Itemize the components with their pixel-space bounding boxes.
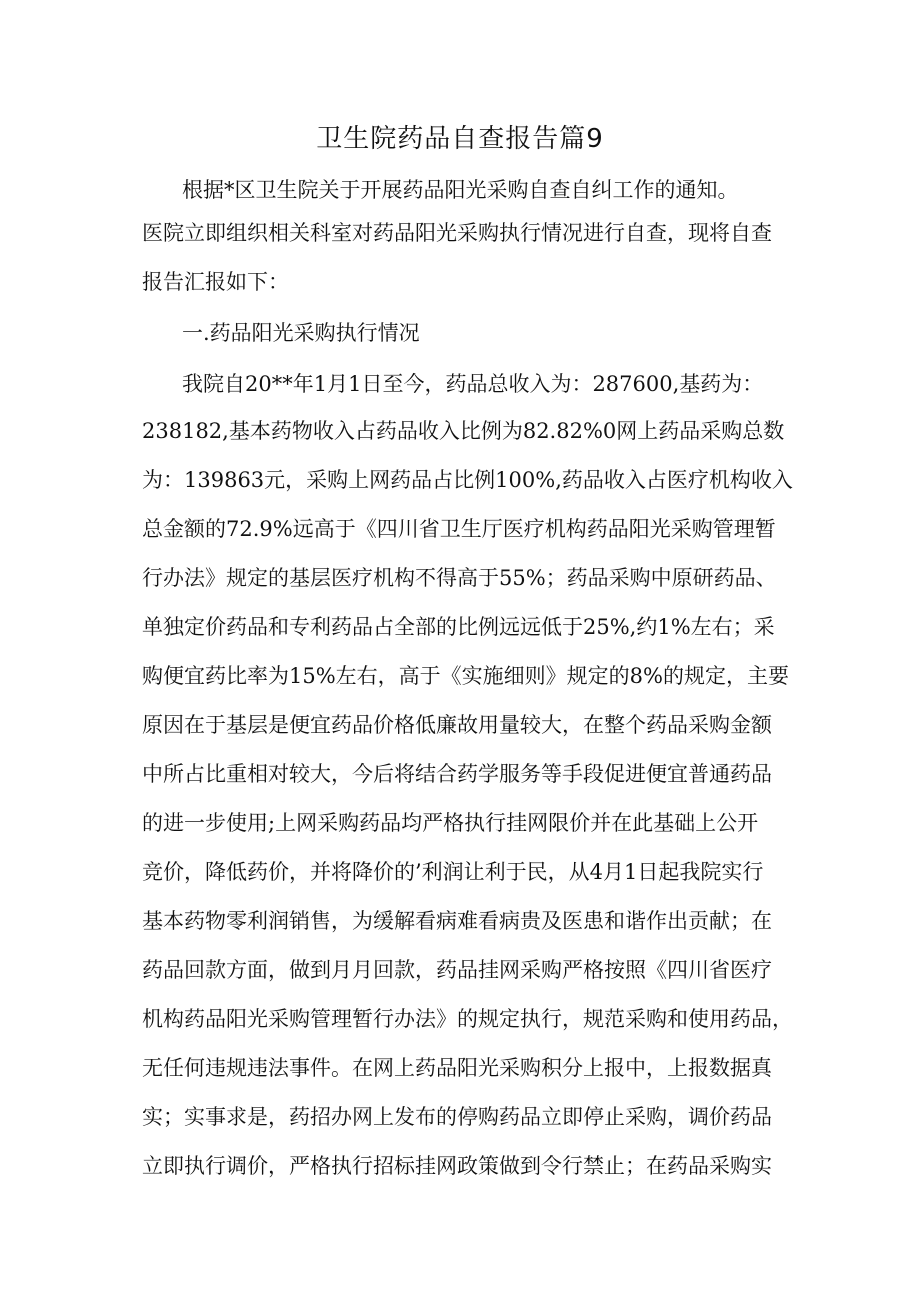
paragraph-line-7: 为：139863元，采购上网药品占比例100%,药品收入占医疗机构收入 (142, 468, 793, 492)
paragraph-line-15: 竞价，降低药价，并将降价的’利润让利于民，从4月1日起我院实行 (142, 860, 764, 884)
paragraph-line-9: 行办法》规定的基层医疗机构不得高于55%；药品采购中原研药品、 (142, 566, 777, 590)
paragraph-line-2: 医院立即组织相关科室对药品阳光采购执行情况进行自查，现将自查 (142, 221, 772, 245)
paragraph-line-13: 中所占比重相对较大，今后将结合药学服务等手段促进便宜普通药品 (142, 762, 772, 786)
paragraph-line-18: 机构药品阳光采购管理暂行办法》的规定执行，规范采购和使用药品， (142, 1007, 793, 1031)
section-heading-1: 一.药品阳光采购执行情况 (182, 321, 420, 345)
paragraph-line-21: 立即执行调价，严格执行招标挂网政策做到令行禁止；在药品采购实 (142, 1154, 772, 1178)
paragraph-line-11: 购便宜药比率为15%左右，高于《实施细则》规定的8%的规定，主要 (142, 664, 789, 688)
paragraph-line-20: 实；实事求是，药招办网上发布的停购药品立即停止采购，调价药品 (142, 1105, 772, 1129)
paragraph-line-1: 根据*区卫生院关于开展药品阳光采购自查自纠工作的通知。 (182, 178, 739, 202)
paragraph-line-14: 的进一步使用;上网采购药品均严格执行挂网限价并在此基础上公开 (142, 811, 759, 835)
paragraph-line-5: 我院自20**年1月1日至今，药品总收入为：287600,基药为： (182, 372, 764, 396)
paragraph-line-12: 原因在于基层是便宜药品价格低廉故用量较大，在整个药品采购金额 (142, 713, 772, 737)
document-title: 卫生院药品自查报告篇9 (316, 124, 604, 154)
paragraph-line-3: 报告汇报如下： (142, 270, 289, 294)
paragraph-line-17: 药品回款方面，做到月月回款，药品挂网采购严格按照《四川省医疗 (142, 958, 772, 982)
paragraph-line-10: 单独定价药品和专利药品占全部的比例远远低于25%,约1%左右；采 (142, 615, 775, 639)
paragraph-line-8: 总金额的72.9%远高于《四川省卫生厅医疗机构药品阳光采购管理暂 (142, 517, 776, 541)
paragraph-line-6: 238182,基本药物收入占药品收入比例为82.82%0网上药品采购总数 (142, 419, 785, 443)
paragraph-line-16: 基本药物零利润销售，为缓解看病难看病贵及医患和谐作出贡献；在 (142, 909, 772, 933)
paragraph-line-19: 无任何违规违法事件。在网上药品阳光采购积分上报中，上报数据真 (142, 1056, 772, 1080)
